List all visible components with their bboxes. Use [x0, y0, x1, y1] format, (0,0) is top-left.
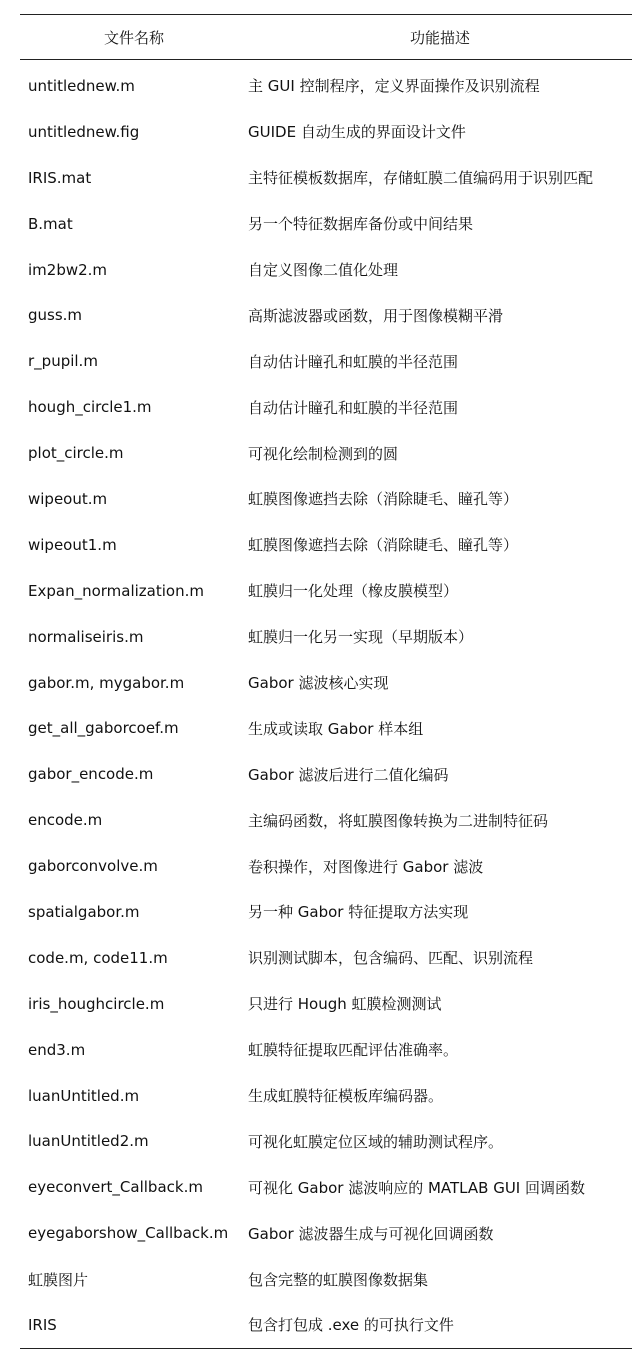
file-name-cell: code.m, code11.m — [28, 948, 168, 967]
description-cell: 主编码函数，将虹膜图像转换为二进制特征码 — [248, 811, 549, 830]
file-name-cell: wipeout.m — [28, 489, 108, 508]
table-row — [20, 1164, 632, 1210]
table-row — [20, 522, 632, 568]
file-name-cell: gaborconvolve.m — [28, 857, 158, 876]
description-cell: 生成或读取 Gabor 样本组 — [248, 719, 424, 738]
description-cell: 识别测试脚本，包含编码、匹配、识别流程 — [248, 949, 534, 968]
description-cell: Gabor 滤波器生成与可视化回调函数 — [248, 1224, 494, 1243]
table-row — [20, 614, 632, 660]
table-row — [20, 843, 632, 889]
table-row — [20, 1302, 632, 1348]
description-cell: 主 GUI 控制程序，定义界面操作及识别流程 — [248, 77, 540, 96]
description-cell: 虹膜图像遮挡去除（消除睫毛、瞳孔等） — [248, 490, 519, 509]
file-name-cell: get_all_gaborcoef.m — [28, 719, 179, 738]
file-name-cell: untitlednew.fig — [28, 122, 140, 141]
table-row — [20, 1118, 632, 1164]
file-name-cell: r_pupil.m — [28, 352, 98, 371]
description-cell: 可视化虹膜定位区域的辅助测试程序。 — [248, 1132, 504, 1151]
table-row — [20, 705, 632, 751]
description-cell: 高斯滤波器或函数，用于图像模糊平滑 — [248, 306, 504, 325]
table-row — [20, 889, 632, 935]
table-row — [20, 1073, 632, 1119]
file-name-cell: luanUntitled2.m — [28, 1132, 149, 1151]
description-cell: 虹膜归一化另一实现（早期版本） — [248, 628, 474, 647]
table-row — [20, 63, 632, 109]
file-name-cell: untitlednew.m — [28, 76, 135, 95]
description-cell: 虹膜图像遮挡去除（消除睫毛、瞳孔等） — [248, 536, 519, 555]
table-row — [20, 568, 632, 614]
file-name-cell: gabor.m, mygabor.m — [28, 673, 185, 692]
description-cell: 自动估计瞳孔和虹膜的半径范围 — [248, 352, 459, 371]
table-row — [20, 751, 632, 797]
file-name-cell: wipeout1.m — [28, 535, 117, 554]
description-cell: 卷积操作，对图像进行 Gabor 滤波 — [248, 857, 484, 876]
description-cell: 可视化绘制检测到的圆 — [248, 444, 399, 463]
table-row — [20, 660, 632, 706]
header-file-name: 文件名称 — [103, 28, 164, 47]
description-cell: Gabor 滤波核心实现 — [248, 674, 389, 693]
table-row — [20, 981, 632, 1027]
file-name-cell: normaliseiris.m — [28, 627, 144, 646]
table-row — [20, 1027, 632, 1073]
table-row — [20, 109, 632, 155]
table-row — [20, 247, 632, 293]
table-row — [20, 384, 632, 430]
description-cell: 包含完整的虹膜图像数据集 — [248, 1270, 429, 1289]
file-name-cell: 虹膜图片 — [28, 1270, 89, 1289]
file-name-cell: iris_houghcircle.m — [28, 994, 165, 1013]
table-row — [20, 1210, 632, 1256]
file-name-cell: Expan_normalization.m — [28, 581, 204, 600]
description-cell: 另一种 Gabor 特征提取方法实现 — [248, 903, 469, 922]
table-body — [20, 60, 632, 1348]
file-name-cell: IRIS.mat — [28, 168, 92, 187]
table-row — [20, 476, 632, 522]
file-name-cell: guss.m — [28, 306, 83, 325]
file-description-table — [20, 14, 632, 1349]
description-cell: 包含打包成 .exe 的可执行文件 — [248, 1316, 454, 1335]
description-cell: 只进行 Hough 虹膜检测测试 — [248, 995, 442, 1014]
file-name-cell: luanUntitled.m — [28, 1086, 140, 1105]
table-row — [20, 430, 632, 476]
table-row — [20, 1256, 632, 1302]
file-name-cell: end3.m — [28, 1040, 86, 1059]
table-row — [20, 797, 632, 843]
file-name-cell: eyeconvert_Callback.m — [28, 1178, 203, 1197]
description-cell: 另一个特征数据库备份或中间结果 — [248, 215, 474, 234]
table-row — [20, 935, 632, 981]
description-cell: GUIDE 自动生成的界面设计文件 — [248, 123, 466, 142]
table-row — [20, 155, 632, 201]
table-row — [20, 292, 632, 338]
description-cell: 生成虹膜特征模板库编码器。 — [248, 1087, 444, 1106]
file-name-cell: B.mat — [28, 214, 73, 233]
file-name-cell: encode.m — [28, 811, 103, 830]
description-cell: 可视化 Gabor 滤波响应的 MATLAB GUI 回调函数 — [248, 1178, 586, 1197]
description-cell: 自定义图像二值化处理 — [248, 261, 399, 279]
file-name-cell: IRIS — [28, 1315, 57, 1334]
file-name-cell: spatialgabor.m — [28, 902, 140, 921]
table-row — [20, 201, 632, 247]
table-header — [20, 15, 632, 60]
file-name-cell: im2bw2.m — [28, 260, 108, 279]
description-cell: 自动估计瞳孔和虹膜的半径范围 — [248, 398, 459, 417]
file-name-cell: hough_circle1.m — [28, 398, 152, 417]
description-cell: 主特征模板数据库，存储虹膜二值编码用于识别匹配 — [248, 169, 594, 188]
description-cell: 虹膜特征提取匹配评估准确率。 — [248, 1041, 459, 1060]
header-description: 功能描述 — [409, 28, 470, 47]
table-row — [20, 338, 632, 384]
file-name-cell: eyegaborshow_Callback.m — [28, 1224, 229, 1243]
description-cell: 虹膜归一化处理（橡皮膜模型） — [248, 582, 459, 601]
file-name-cell: gabor_encode.m — [28, 765, 154, 784]
description-cell: Gabor 滤波后进行二值化编码 — [248, 765, 449, 784]
file-name-cell: plot_circle.m — [28, 444, 124, 463]
